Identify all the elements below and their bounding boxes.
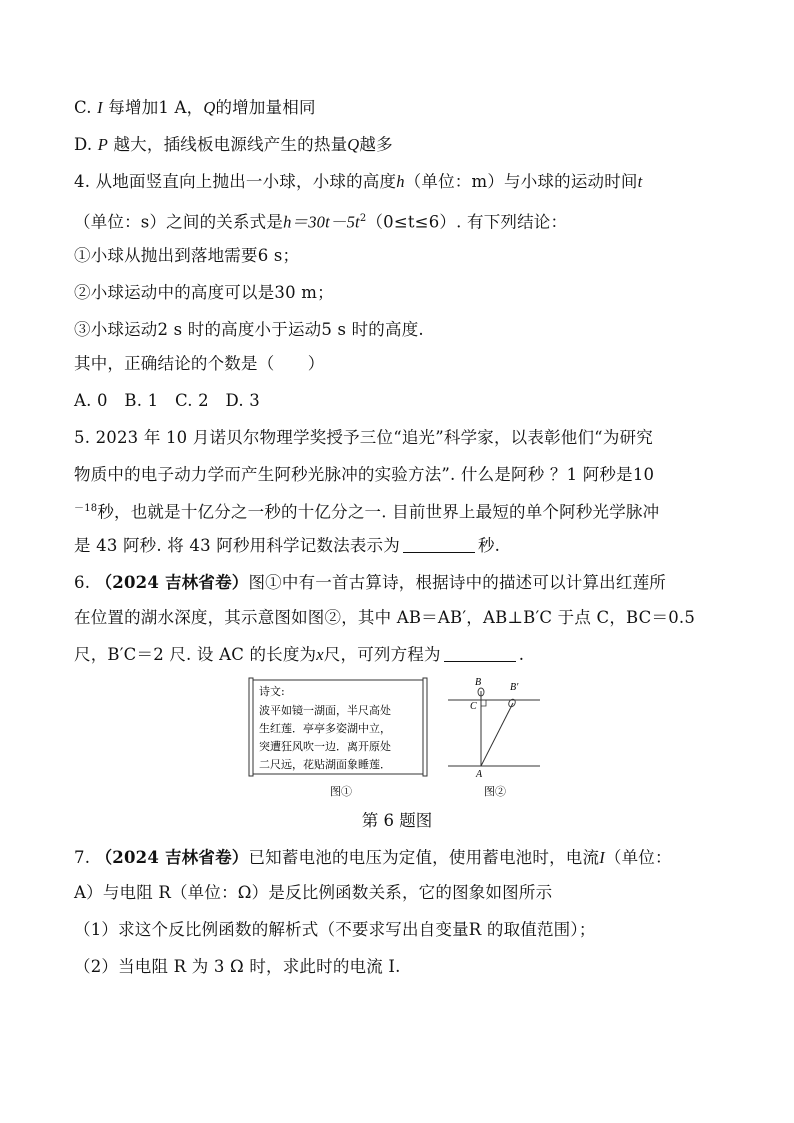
question-number: 6. — [74, 573, 91, 592]
option-c-text: 每增加1 A， — [108, 98, 204, 117]
option-d — [74, 134, 724, 156]
figure-1-label: 图① — [330, 785, 352, 798]
answer-blank[interactable] — [403, 536, 475, 553]
segment-ab-prime — [481, 703, 513, 766]
q6-period: . — [518, 645, 525, 664]
poem-scroll — [249, 678, 427, 776]
q7-text-2: （单位： — [604, 848, 672, 867]
q5-unit: 秒. — [477, 536, 501, 555]
poem-line-2: 生红莲．亭亭多姿湖中立， — [259, 722, 391, 735]
option-label: D. — [74, 135, 93, 154]
exponent: －18 — [74, 503, 98, 514]
figure-svg — [248, 676, 548, 806]
q5-text-2: 是 43 阿秒. 将 43 阿秒用科学记数法表示为 — [74, 536, 400, 555]
question-4-line-1 — [74, 171, 724, 193]
poem-line-4: 二尺远，花贴湖面象睡莲． — [259, 758, 391, 771]
poem-title: 诗文: — [259, 685, 285, 698]
question-5-line-3 — [74, 498, 724, 524]
question-number: 4. — [74, 172, 91, 191]
q4-conclusion-3: ③小球运动2 s 时的高度小于运动5 s 时的高度. — [74, 320, 424, 339]
question-7-part-2: （2）当电阻 R 为 3 Ω 时，求此时的电流 I. — [74, 957, 401, 976]
poem-line-3: 突遭狂风吹一边．离开原处 — [259, 740, 391, 753]
point-a: A — [476, 769, 483, 780]
q4-options: A. 0 B. 1 C. 2 D. 3 — [74, 391, 260, 410]
q4-text-3: （单位：s）之间的关系式是 — [74, 212, 284, 232]
question-6-line-3 — [74, 644, 724, 666]
q4-conclusion-2: ②小球运动中的高度可以是30 m； — [74, 283, 334, 302]
question-source: （2024 吉林省卷） — [95, 848, 249, 867]
option-c-text-2: 的增加量相同 — [215, 98, 316, 117]
exponent: 2 — [359, 213, 367, 224]
question-5-line-1: 5. 2023 年 10 月诺贝尔物理学奖授予三位“追光”科学家，以表彰他们“为研究 — [74, 428, 653, 447]
q6-text: 图①中有一首古算诗，根据诗中的描述可以计算出红莲所 — [248, 573, 666, 592]
point-c: C — [470, 701, 477, 712]
question-7-part-1: （1）求这个反比例函数的解析式（不要求写出自变量R 的取值范围）； — [74, 920, 596, 939]
right-angle-mark — [481, 700, 486, 706]
question-7-line-2: A）与电阻 R（单位：Ω）是反比例函数关系，它的图象如图所示 — [74, 883, 553, 902]
figure-caption: 第 6 题图 — [361, 811, 433, 830]
answer-blank[interactable] — [444, 645, 516, 662]
point-b: B — [475, 677, 482, 688]
q4-conclusion-1: ①小球从抛出到落地需要6 s； — [74, 246, 300, 265]
q4-formula: h＝30t－5t — [283, 212, 360, 232]
q4-range: （0≤t≤6）. 有下列结论： — [366, 212, 568, 232]
poem-line-1: 波平如镜一湖面，半尺高处 — [259, 704, 391, 717]
q6-text-2: 尺，B′C＝2 尺. 设 AC 的长度为 — [74, 645, 317, 664]
variable-t: t — [637, 172, 643, 191]
question-6-figure — [248, 676, 548, 806]
question-number: 7. — [74, 848, 91, 867]
q4-text: 从地面竖直向上抛出一小球，小球的高度 — [95, 172, 397, 191]
figure-2-label: 图② — [484, 785, 506, 798]
question-6-line-1 — [74, 572, 724, 594]
variable-p: P — [97, 135, 109, 154]
variable-i: I — [599, 848, 605, 867]
variable-q: Q — [203, 98, 216, 117]
variable-h: h — [396, 172, 405, 191]
lotus-diagram — [448, 677, 540, 780]
q5-text: 秒，也就是十亿分之一秒的十亿分之一. 目前世界上最短的单个阿秒光学脉冲 — [97, 502, 660, 522]
question-5-line-4 — [74, 535, 724, 557]
point-b-prime: B′ — [510, 682, 519, 693]
variable-x: x — [316, 645, 324, 664]
q6-text-3: 尺，可列方程为 — [323, 645, 441, 664]
question-6-line-2: 在位置的湖水深度，其示意图如图②，其中 AB＝AB′，AB⊥B′C 于点 C，BC＝0.5 — [74, 608, 696, 627]
option-d-text-2: 越多 — [359, 135, 393, 154]
question-7-line-1 — [74, 847, 724, 869]
option-label: C. — [74, 98, 92, 117]
q4-question: 其中，正确结论的个数是（ ） — [74, 354, 325, 373]
option-c — [74, 97, 724, 119]
variable-q: Q — [347, 135, 360, 154]
variable-i: I — [97, 98, 103, 117]
q7-text: 已知蓄电池的电压为定值，使用蓄电池时，电流 — [248, 848, 600, 867]
question-source: （2024 吉林省卷） — [95, 573, 249, 592]
option-d-text: 越大，插线板电源线产生的热量 — [113, 135, 348, 154]
question-4-line-2 — [74, 208, 724, 234]
question-5-line-2: 物质中的电子动力学而产生阿秒光脉冲的实验方法”. 什么是阿秒 ？1 阿秒是10 — [74, 465, 655, 484]
q4-text-2: （单位：m）与小球的运动时间 — [404, 172, 638, 191]
